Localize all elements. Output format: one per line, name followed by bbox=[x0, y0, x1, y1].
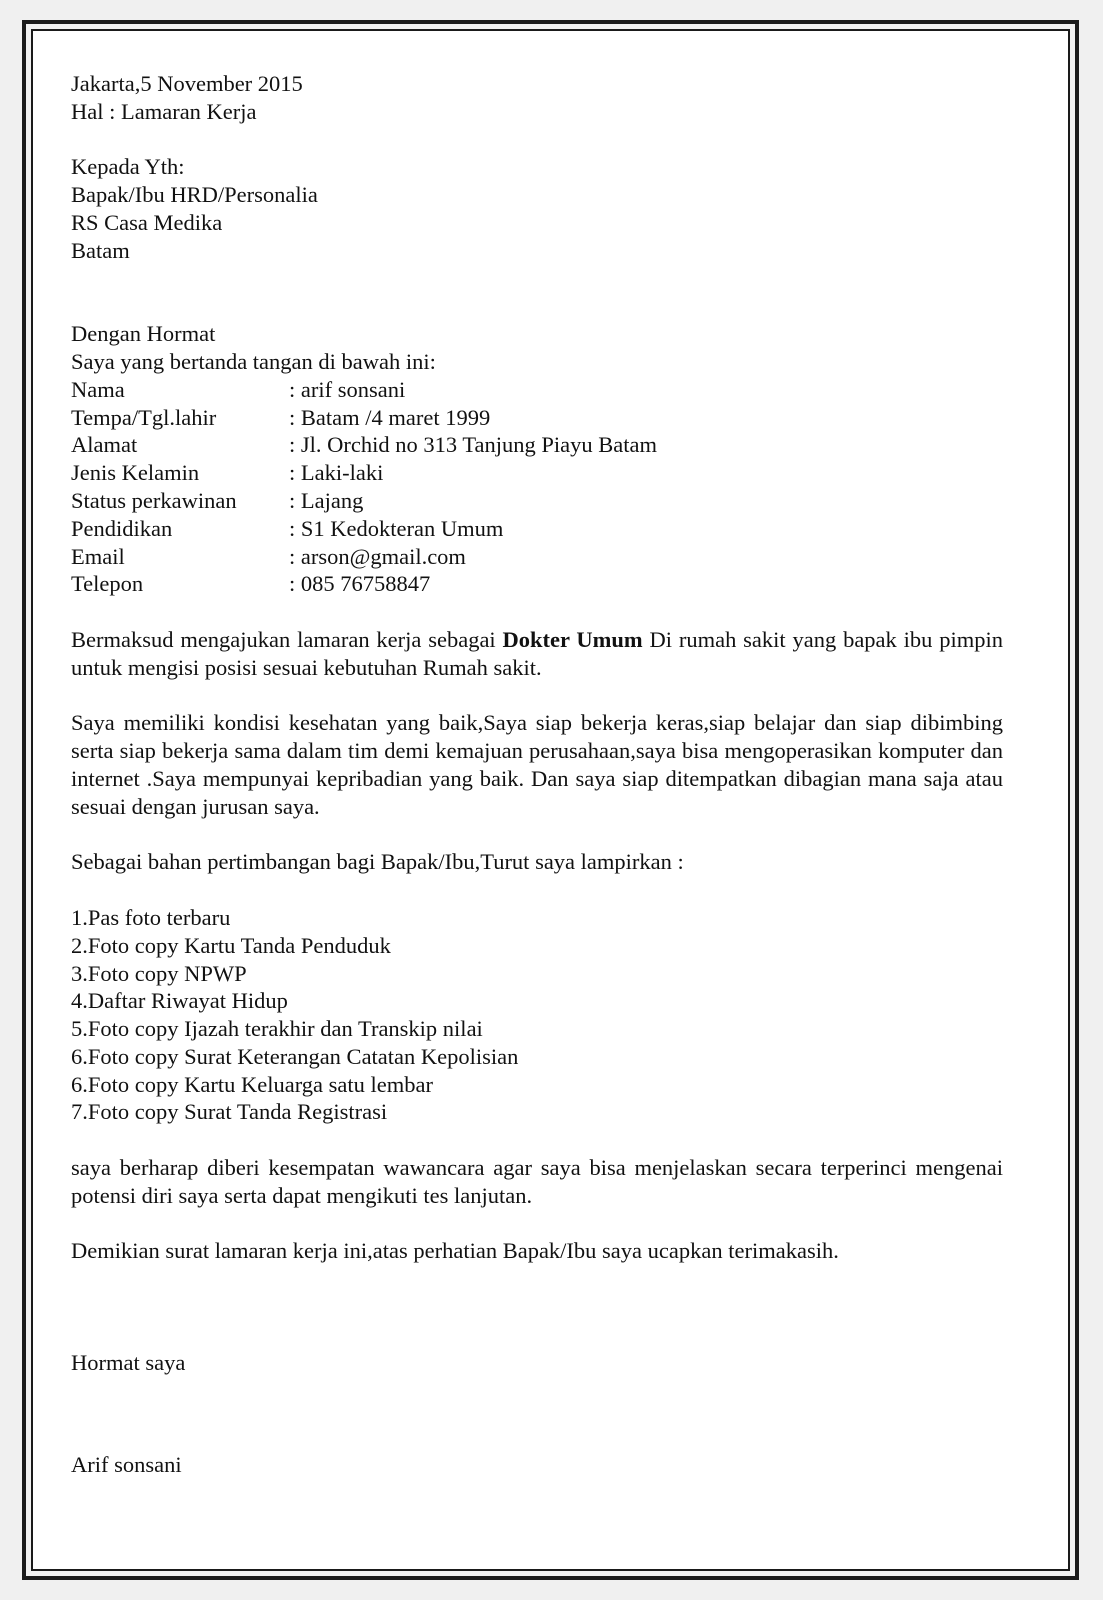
detail-row bbox=[71, 570, 1031, 598]
signer-name: Arif sonsani bbox=[71, 1452, 182, 1478]
hope-paragraph: saya berharap diberi kesempatan wawancara agar saya bisa menjelaskan secara terperinci mengenai potensi diri saya serta dapat mengikuti tes lanjutan. bbox=[71, 1155, 1003, 1208]
attachment-item: 5.Foto copy Ijazah terakhir dan Transkip nilai bbox=[71, 1016, 483, 1042]
attachment-item: 6.Foto copy Kartu Keluarga satu lembar bbox=[71, 1071, 433, 1097]
intro-line: Saya yang bertanda tangan di bawah ini: bbox=[71, 348, 436, 374]
detail-label: Pendidikan bbox=[71, 515, 173, 541]
detail-value: : arson@gmail.com bbox=[289, 543, 466, 569]
detail-label: Jenis Kelamin bbox=[71, 460, 200, 486]
detail-row bbox=[71, 431, 1031, 459]
attachment-item: 1.Pas foto terbaru bbox=[71, 904, 231, 930]
regards-line: Hormat saya bbox=[71, 1349, 186, 1375]
letter-date: Jakarta,5 November 2015 bbox=[71, 71, 303, 96]
recipient-salutation: Kepada Yth: bbox=[71, 154, 185, 180]
recipient-line: RS Casa Medika bbox=[71, 209, 223, 235]
applicant-details bbox=[71, 376, 1031, 598]
detail-value: : 085 76758847 bbox=[289, 571, 431, 597]
detail-value: : S1 Kedokteran Umum bbox=[289, 515, 504, 541]
attachment-item: 4.Daftar Riwayat Hidup bbox=[71, 988, 288, 1014]
detail-value: : Laki-laki bbox=[289, 460, 384, 486]
closing-line: Demikian surat lamaran kerja ini,atas perhatian Bapak/Ibu saya ucapkan terimakasih. bbox=[71, 1238, 839, 1264]
detail-value: : Jl. Orchid no 313 Tanjung Piayu Batam bbox=[289, 432, 657, 458]
detail-label: Status perkawinan bbox=[71, 487, 237, 513]
letter-subject: Hal : Lamaran Kerja bbox=[71, 98, 257, 124]
detail-row bbox=[71, 376, 1031, 404]
attachment-item: 2.Foto copy Kartu Tanda Penduduk bbox=[71, 932, 391, 958]
letter-body bbox=[71, 70, 1031, 1479]
detail-label: Telepon bbox=[71, 571, 144, 597]
detail-row bbox=[71, 515, 1031, 543]
detail-label: Tempa/Tgl.lahir bbox=[71, 404, 217, 430]
detail-row bbox=[71, 404, 1031, 432]
qualities-paragraph: Saya memiliki kondisi kesehatan yang baik,Saya siap bekerja keras,siap belajar dan siap dibimbing serta siap bekerja sama dalam tim demi kemajuan perusahaan,saya bisa mengoperasikan komputer dan internet .Saya mempunyai kepribadian yang baik. Dan saya siap ditempatkan dibagian mana saja atau sesuai dengan jurusan saya. bbox=[71, 710, 1003, 819]
attachment-item: 3.Foto copy NPWP bbox=[71, 960, 247, 986]
attachments-intro: Sebagai bahan pertimbangan bagi Bapak/Ibu,Turut saya lampirkan : bbox=[71, 849, 684, 875]
detail-row bbox=[71, 459, 1031, 487]
detail-value: : arif sonsani bbox=[289, 376, 406, 402]
detail-row bbox=[71, 487, 1031, 515]
recipient-line: Bapak/Ibu HRD/Personalia bbox=[71, 182, 318, 208]
detail-row bbox=[71, 543, 1031, 571]
detail-label: Email bbox=[71, 543, 125, 569]
attachment-item: 6.Foto copy Surat Keterangan Catatan Kepolisian bbox=[71, 1043, 519, 1069]
attachment-item: 7.Foto copy Surat Tanda Registrasi bbox=[71, 1099, 388, 1125]
purpose-text-start: Bermaksud mengajukan lamaran kerja sebagai bbox=[71, 626, 503, 652]
detail-value: : Batam /4 maret 1999 bbox=[289, 404, 491, 430]
position-title: Dokter Umum bbox=[502, 626, 643, 652]
purpose-text-end: Di rumah sakit yang bapak ibu pimpin untuk mengisi posisi sesuai kebutuhan Rumah sakit. bbox=[71, 626, 1003, 680]
detail-label: Nama bbox=[71, 376, 125, 402]
purpose-paragraph bbox=[71, 626, 1003, 682]
detail-value: : Lajang bbox=[289, 487, 364, 513]
greeting: Dengan Hormat bbox=[71, 321, 216, 347]
attachments-list bbox=[71, 904, 1031, 1126]
detail-label: Alamat bbox=[71, 432, 138, 458]
recipient-line: Batam bbox=[71, 237, 130, 263]
